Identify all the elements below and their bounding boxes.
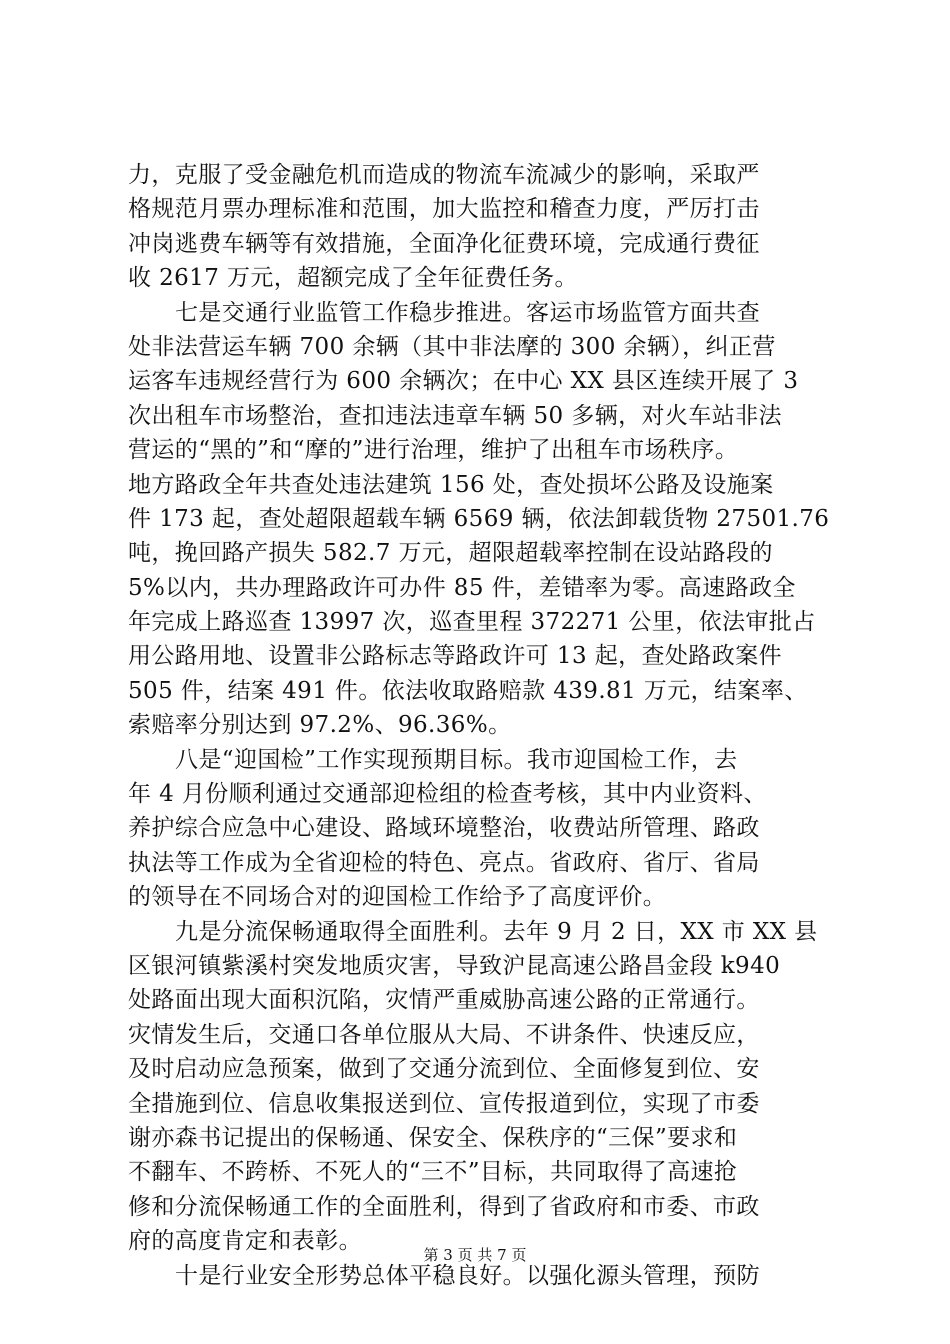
paragraph-start-line: 七是交通行业监管工作稳步推进。客运市场监管方面共查	[175, 299, 760, 326]
body-line: 区银河镇紫溪村突发地质灾害，导致沪昆高速公路昌金段 k940	[128, 952, 781, 979]
body-line: 处非法营运车辆 700 余辆（其中非法摩的 300 余辆），纠正营	[128, 333, 776, 360]
body-line: 灾情发生后，交通口各单位服从大局、不讲条件、快速反应，	[128, 1021, 760, 1048]
body-line: 年 4 月份顺利通过交通部迎检组的检查考核，其中内业资料、	[128, 781, 767, 808]
body-line: 5%以内，共办理路政许可办件 85 件，差错率为零。高速路政全	[128, 574, 796, 601]
body-line: 年完成上路巡查 13997 次，巡查里程 372271 公里，依法审批占	[128, 609, 816, 636]
body-line: 地方路政全年共查处违法建筑 156 处，查处损坏公路及设施案	[128, 471, 774, 498]
document-body	[128, 158, 828, 1293]
body-line: 件 173 起，查处超限超载车辆 6569 辆，依法卸载货物 27501.76	[128, 505, 830, 532]
body-line: 修和分流保畅通工作的全面胜利，得到了省政府和市委、市政	[128, 1193, 760, 1220]
paragraph-start-line: 十是行业安全形势总体平稳良好。以强化源头管理，预防	[175, 1262, 760, 1289]
body-line: 格规范月票办理标准和范围，加大监控和稽查力度，严厉打击	[128, 196, 760, 223]
body-line: 吨，挽回路产损失 582.7 万元，超限超载率控制在设站路段的	[128, 540, 773, 567]
body-line: 冲岗逃费车辆等有效措施，全面净化征费环境，完成通行费征	[128, 230, 760, 257]
body-line: 养护综合应急中心建设、路域环境整治，收费站所管理、路政	[128, 815, 760, 842]
paragraph-start-line: 八是“迎国检”工作实现预期目标。我市迎国检工作，去	[175, 746, 738, 773]
body-line: 次出租车市场整治，查扣违法违章车辆 50 多辆，对火车站非法	[128, 402, 782, 429]
paragraph-start-line: 九是分流保畅通取得全面胜利。去年 9 月 2 日，XX 市 XX 县	[175, 918, 818, 945]
body-line: 用公路用地、设置非公路标志等路政许可 13 起，查处路政案件	[128, 643, 782, 670]
body-line: 索赔率分别达到 97.2%、96.36%。	[128, 712, 512, 739]
body-line: 谢亦森书记提出的保畅通、保安全、保秩序的“三保”要求和	[128, 1124, 738, 1151]
body-line: 505 件，结案 491 件。依法收取路赔款 439.81 万元，结案率、	[128, 677, 808, 704]
body-line: 处路面出现大面积沉陷，灾情严重威胁高速公路的正常通行。	[128, 987, 760, 1014]
body-line: 全措施到位、信息收集报送到位、宣传报道到位，实现了市委	[128, 1090, 760, 1117]
body-line: 的领导在不同场合对的迎国检工作给予了高度评价。	[128, 884, 667, 911]
body-line: 执法等工作成为全省迎检的特色、亮点。省政府、省厅、省局	[128, 849, 760, 876]
body-line: 府的高度肯定和表彰。	[128, 1228, 362, 1255]
body-line: 力，克服了受金融危机而造成的物流车流减少的影响，采取严	[128, 162, 760, 188]
body-line: 及时启动应急预案，做到了交通分流到位、全面修复到位、安	[128, 1056, 760, 1083]
page-number-footer: 第 3 页 共 7 页	[423, 1246, 527, 1264]
body-line: 运客车违规经营行为 600 余辆次；在中心 XX 县区连续开展了 3	[128, 368, 799, 395]
body-line: 收 2617 万元，超额完成了全年征费任务。	[128, 265, 578, 292]
body-line: 不翻车、不跨桥、不死人的“三不”目标，共同取得了高速抢	[128, 1159, 738, 1186]
body-line: 营运的“黑的”和“摩的”进行治理，维护了出租车市场秩序。	[128, 437, 739, 464]
